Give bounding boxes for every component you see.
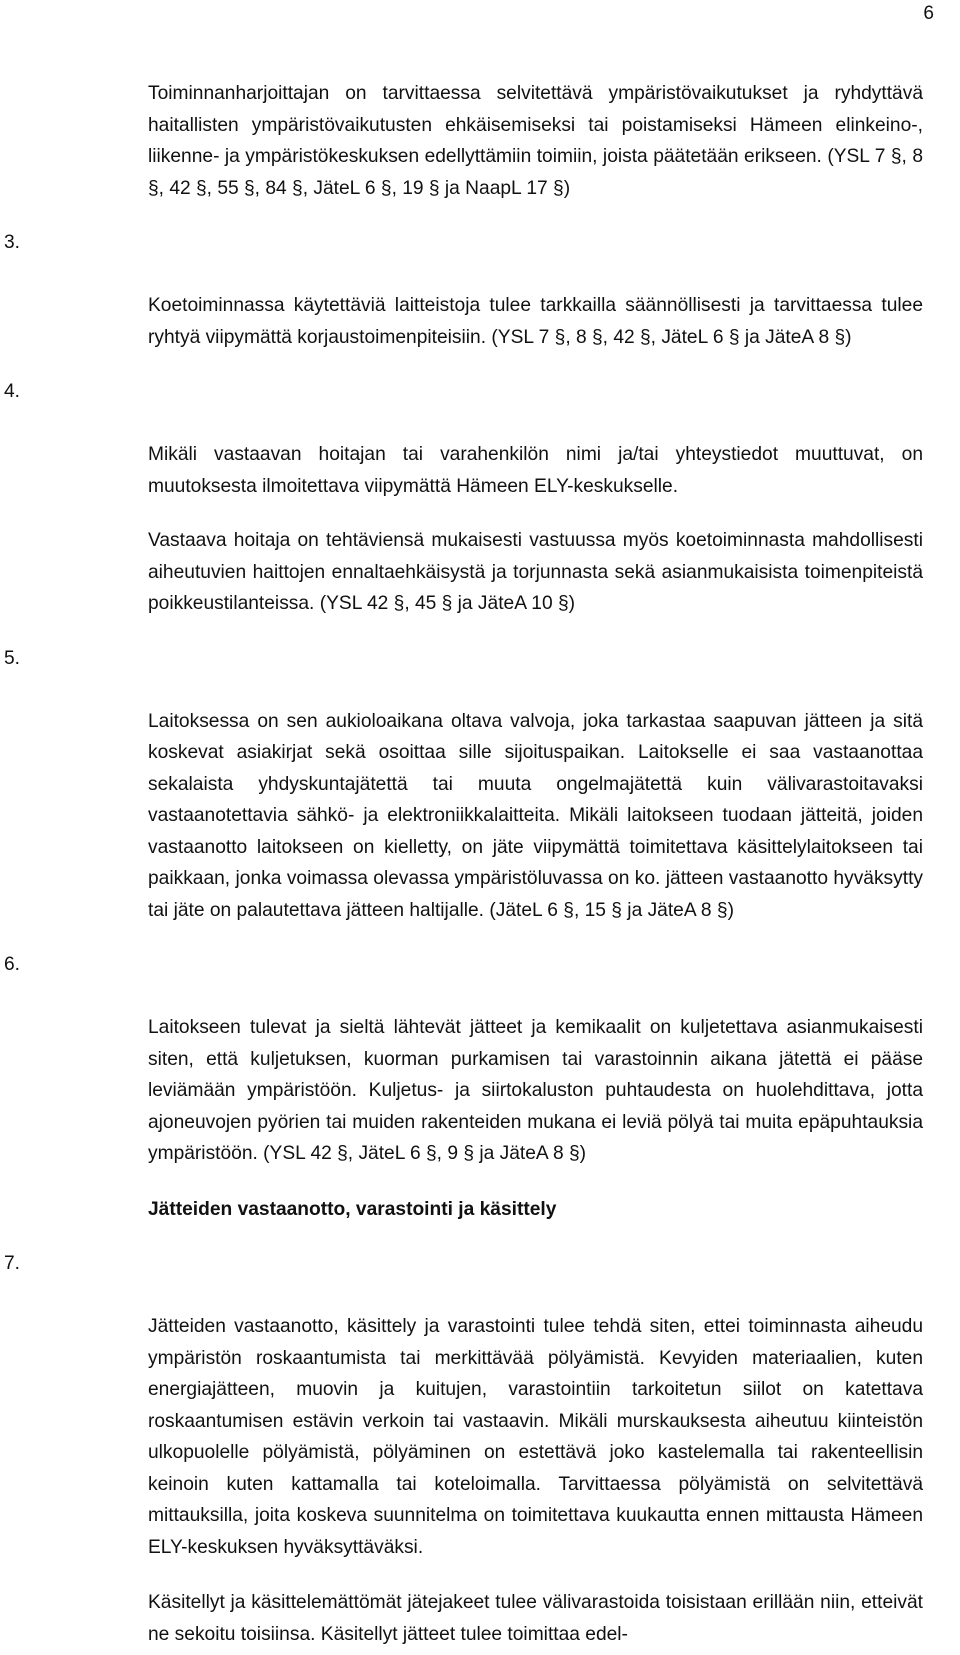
list-item-7-followup: Käsitellyt ja käsittelemättömät jätejakeet tulee välivarastoida toisistaan erillään niin, etteivät ne sekoitu toisiinsa. Käsitellyt jätteet tulee toimittaa edel- (148, 1592, 923, 1645)
list-item-5 (4, 643, 923, 927)
list-item-4 (4, 376, 923, 502)
intro-paragraph: Toiminnanharjoittajan on tarvittaessa selvitettävä ympäristövaikutukset ja ryhdyttävä haitallisten ympäristövaikutusten ehkäisemiseksi tai poistamiseksi Hämeen elinkeino-, liikenne- ja ympäristökeskuksen edellyttämiin toimiin, joista päätetään erikseen. (YSL 7 §, 8 §, 42 §, 55 §, 84 §, JäteL 6 §, 19 § ja NaapL 17 §) (148, 83, 923, 199)
list-item-text: Koetoiminnassa käytettäviä laitteistoja tulee tarkkailla säännöllisesti ja tarvittaessa tulee ryhtyä viipymättä korjaustoimenpiteisiin. (YSL 7 §, 8 §, 42 §, JäteL 6 § ja JäteA 8 §) (148, 295, 923, 348)
list-item-3 (4, 227, 923, 353)
list-item-text: Laitoksessa on sen aukioloaikana oltava valvoja, joka tarkastaa saapuvan jätteen ja sitä koskevat asiakirjat sekä osoittaa sille sijoituspaikan. Laitokselle ei saa vastaanottaa sekalaista yhdyskuntajätettä tai muuta ongelmajätettä kuin välivarastoitavaksi vastaanotettavia sähkö- ja elektroniikkalaitteita. Mikäli laitokseen tuodaan jätteitä, joiden vastaanotto laitokseen on kielletty, on jäte viipymättä toimitettava käsittelylaitokseen tai paikkaan, jonka voimassa olevassa ympäristöluvassa on ko. jätteen vastaanotto hyväksytty tai jäte on palautettava jätteen haltijalle. (JäteL 6 §, 15 § ja JäteA 8 §) (148, 710, 923, 921)
list-item-text: Jätteiden vastaanotto, käsittely ja varastointi tulee tehdä siten, ettei toiminnasta aiheudu ympäristön roskaantumista tai merkittävää pölyämistä. Kevyiden materiaalien, kuten energiajätteen, muovin ja kuitujen, varastointiin tarkoitetun siilot on katettava roskaantumisen estävin verkoin tai vastaavin. Mikäli murskauksesta aiheutuu kiinteistön ulkopuolelle pölyämistä, pölyäminen on estettävä joko kastelemalla tai rakenteellisin keinoin kuten kattamalla tai koteloimalla. Tarvittaessa pölyämistä on selvitettävä mittauksilla, joita koskeva suunnitelma on toimitettava kuukautta ennen mittausta Hämeen ELY-keskuksen hyväksyttäväksi. (148, 1316, 923, 1558)
list-item-number: 4. (4, 381, 21, 402)
list-item-number: 5. (4, 647, 21, 669)
page-number: 6 (923, 3, 934, 24)
section-heading: Jätteiden vastaanotto, varastointi ja käsittely (148, 1198, 557, 1220)
list-item-number: 7. (4, 1253, 21, 1274)
list-item-7 (4, 1248, 923, 1563)
list-item-4-followup: Vastaava hoitaja on tehtäviensä mukaisesti vastuussa myös koetoiminnasta mahdollisesti aiheutuvien haittojen ennaltaehkäisystä ja torjunnasta sekä asianmukaisista toimenpiteistä poikkeustilanteissa. (YSL 42 §, 45 § ja JäteA 10 §) (148, 530, 923, 614)
list-item-text: Mikäli vastaavan hoitajan tai varahenkilön nimi ja/tai yhteystiedot muuttuvat, on muutoksesta ilmoitettava viipymättä Hämeen ELY-keskukselle. (148, 444, 923, 497)
list-item-6 (4, 949, 923, 1170)
document-body (0, 78, 960, 1650)
list-item-number: 6. (4, 954, 21, 975)
list-item-text: Laitokseen tulevat ja sieltä lähtevät jätteet ja kemikaalit on kuljetettava asianmukaisesti siten, että kuljetuksen, kuorman purkamisen tai varastoinnin aikana jätettä ei pääse leviämään ympäristöön. Kuljetus- ja siirtokaluston puhtaudesta on huolehdittava, jotta ajoneuvojen pyörien tai muiden rakenteiden mukana ei leviä pölyä tai muita epäpuhtauksia ympäristöön. (YSL 42 §, JäteL 6 §, 9 § ja JäteA 8 §) (148, 1017, 923, 1164)
list-item-number: 3. (4, 232, 21, 253)
